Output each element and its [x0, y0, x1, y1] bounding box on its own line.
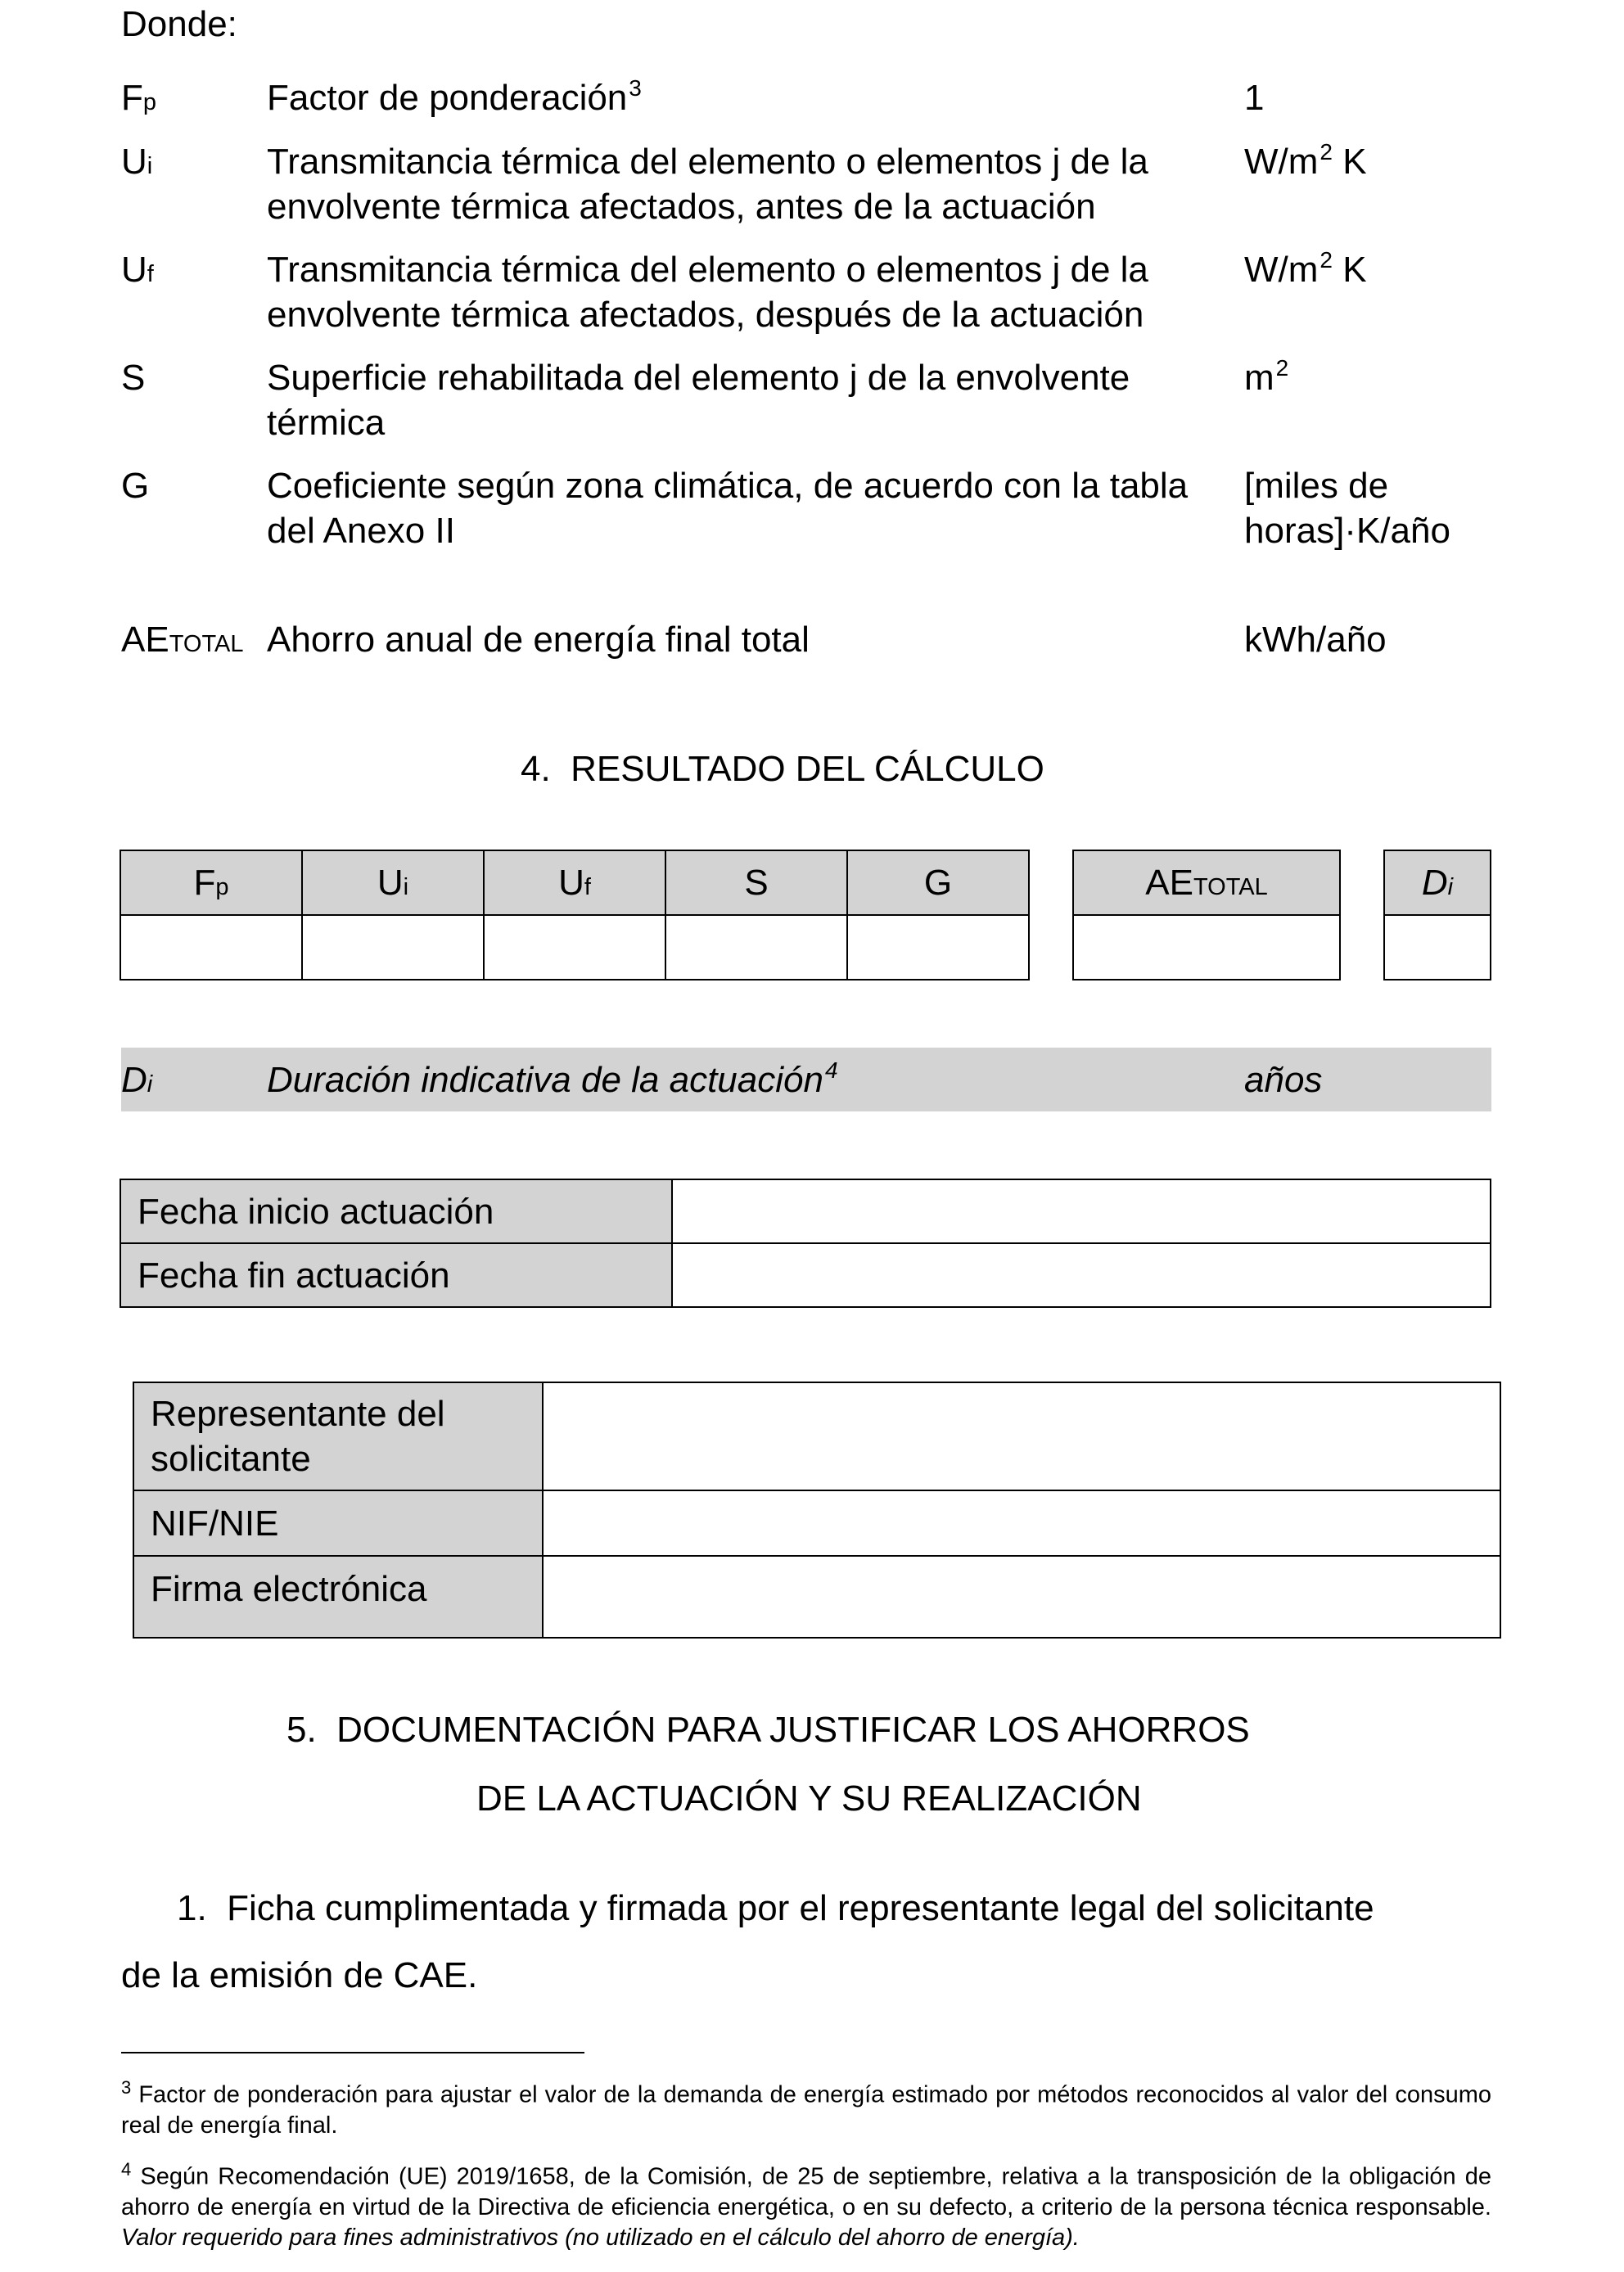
header-s: S	[665, 850, 847, 915]
footnote-4: $^4$ Según Recomendación (UE) 2019/1658, de la Comisión, de 25 de septiembre, relativa a la transposición de la obligación de ahorro de energía en virtud de la Directiva de eficiencia energética, o en su defecto, a criterio de la persona técnica responsable. Valor requerido para fines administrativos (no utilizado en el cálculo del ahorro de energía).	[121, 2159, 1492, 2251]
end-date-field[interactable]	[672, 1243, 1491, 1307]
def-symbol: AETOTAL	[121, 620, 244, 660]
representative-field[interactable]	[543, 1382, 1500, 1490]
def-description: Factor de ponderación$^3$	[267, 75, 642, 118]
header-ui: Ui	[302, 850, 484, 915]
donde-label: Donde:	[121, 4, 237, 44]
value-fp-cell[interactable]	[120, 915, 302, 980]
value-s-cell[interactable]	[665, 915, 847, 980]
start-date-field[interactable]	[672, 1179, 1491, 1243]
value-uf-cell[interactable]	[484, 915, 665, 980]
section-5-heading-line2: DE LA ACTUACIÓN Y SU REALIZACIÓN	[476, 1778, 1142, 1819]
def-symbol: G	[121, 466, 150, 506]
item-1-continuation: de la emisión de CAE.	[121, 1955, 478, 1995]
section-4-heading: 4. RESULTADO DEL CÁLCULO	[521, 749, 1044, 789]
footnote-3: $^3$ Factor de ponderación para ajustar el valor de la demanda de energía estimado por métodos reconocidos al valor del consumo real de energía final.	[121, 2077, 1491, 2139]
def-unit: [miles de horas]·K/año	[1244, 466, 1450, 551]
end-date-label: Fecha fin actuación	[120, 1243, 672, 1307]
ae-total-table	[1072, 850, 1341, 980]
value-ui-cell[interactable]	[302, 915, 484, 980]
nif-field[interactable]	[543, 1490, 1500, 1556]
def-symbol: Ui	[121, 142, 153, 182]
def-description: Coeficiente según zona climática, de acuerdo con la tabla del Anexo II	[267, 466, 1189, 551]
value-di-cell[interactable]	[1384, 915, 1491, 980]
di-table	[1383, 850, 1491, 980]
item-1: 1. Ficha cumplimentada y firmada por el representante legal del solicitante	[177, 1888, 1374, 1928]
def-description: Transmitancia térmica del elemento o elementos j de la envolvente térmica afectados, antes de la actuación	[267, 142, 1148, 227]
value-ae-total-cell[interactable]	[1073, 915, 1340, 980]
def-symbol: Uf	[121, 250, 154, 290]
def-description: Ahorro anual de energía final total	[267, 620, 810, 660]
def-unit: kWh/año	[1244, 620, 1387, 660]
def-description: Transmitancia térmica del elemento o elementos j de la envolvente térmica afectados, después de la actuación	[267, 250, 1148, 335]
value-g-cell[interactable]	[847, 915, 1029, 980]
nif-label: NIF/NIE	[133, 1490, 543, 1556]
signature-label: Firma electrónica	[133, 1556, 543, 1638]
header-uf: Uf	[484, 850, 665, 915]
header-di: Di	[1384, 850, 1491, 915]
result-table	[120, 850, 1030, 980]
def-symbol: Fp	[121, 78, 157, 118]
header-fp: Fp	[120, 850, 302, 915]
representative-label: Representante del solicitante	[133, 1382, 543, 1490]
di-symbol: Di	[121, 1060, 153, 1100]
def-unit: $W/m^2$ K	[1244, 139, 1367, 182]
def-unit: 1	[1244, 78, 1265, 118]
header-ae-total: AETOTAL	[1073, 850, 1340, 915]
header-g: G	[847, 850, 1029, 915]
di-unit: años	[1244, 1060, 1323, 1100]
di-description: Duración indicativa de la actuación$^4$	[267, 1057, 838, 1100]
def-description: Superficie rehabilitada del elemento j de la envolvente térmica	[267, 358, 1130, 443]
footnote-separator	[121, 2052, 584, 2053]
section-5-heading: 5. DOCUMENTACIÓN PARA JUSTIFICAR LOS AHORROS	[286, 1710, 1250, 1750]
def-unit: $m^2$	[1244, 355, 1289, 398]
signer-table	[133, 1382, 1501, 1639]
def-unit: $W/m^2$ K	[1244, 247, 1367, 290]
signature-field[interactable]	[543, 1556, 1500, 1638]
def-symbol: S	[121, 358, 146, 398]
dates-table	[120, 1179, 1491, 1308]
start-date-label: Fecha inicio actuación	[120, 1179, 672, 1243]
